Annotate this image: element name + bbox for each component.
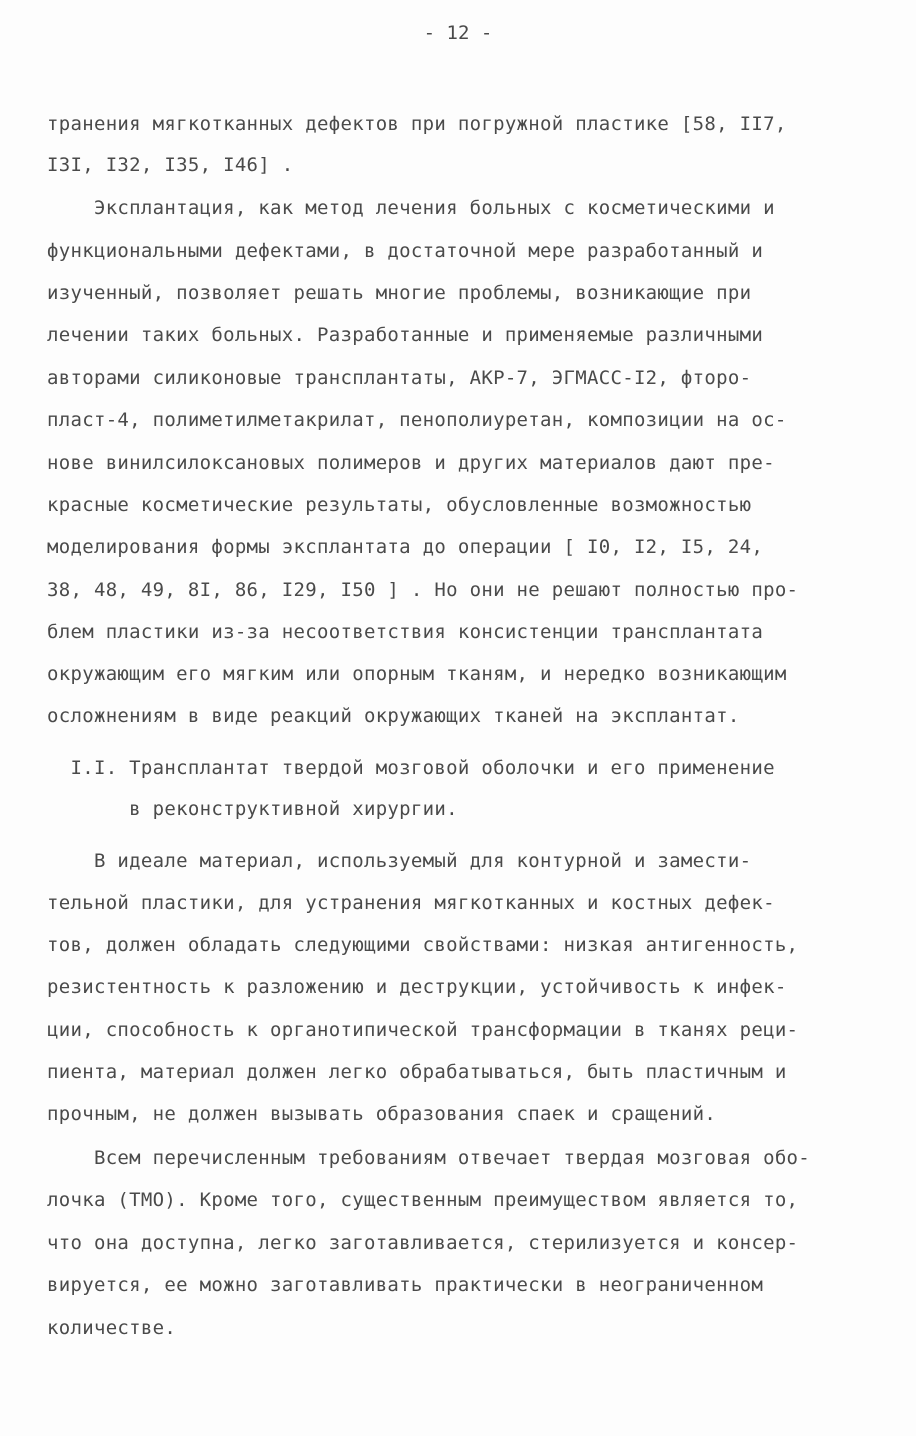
text-line: блем пластики из-за несоответствия консистенции трансплантата (47, 621, 764, 643)
section-heading: I.I. Трансплантат твердой мозговой оболочки и его применение (47, 757, 775, 779)
text-line: тов, должен обладать следующими свойствами: низкая антигенность, (47, 934, 799, 956)
text-line: изученный, позволяет решать многие проблемы, возникающие при (47, 282, 752, 304)
text-line: окружающим его мягким или опорным тканям, и нередко возникающим (47, 663, 787, 685)
text-line: красные косметические результаты, обусловленные возможностью (47, 494, 752, 516)
text-line: что она доступна, легко заготавливается, стерилизуется и консер- (47, 1232, 799, 1254)
section-heading: в реконструктивной хирургии. (47, 798, 458, 820)
text-line: нове винилсилоксановых полимеров и других материалов дают пре- (47, 452, 775, 474)
text-line: Всем перечисленным требованиям отвечает твердая мозговая обо- (47, 1147, 811, 1169)
text-line: резистентность к разложению и деструкции, устойчивость к инфек- (47, 976, 787, 998)
text-line: тельной пластики, для устранения мягкотканных и костных дефек- (47, 892, 775, 914)
text-line: количестве. (47, 1317, 177, 1339)
text-line: осложнениям в виде реакций окружающих тканей на эксплантат. (47, 705, 740, 727)
text-line: прочным, не должен вызывать образования спаек и сращений. (47, 1103, 717, 1125)
page-number: - 12 - (423, 22, 493, 44)
text-line: пласт-4, полиметилметакрилат, пенополиуретан, композиции на ос- (47, 409, 787, 431)
text-line: 38, 48, 49, 8I, 86, I29, I50 ] . Но они не решают полностью про- (47, 579, 799, 601)
text-line: В идеале материал, используемый для контурной и замести- (47, 850, 752, 872)
text-line: лечении таких больных. Разработанные и применяемые различными (47, 324, 764, 346)
text-line: моделирования формы эксплантата до операции [ I0, I2, I5, 24, (47, 536, 764, 558)
text-line: авторами силиконовые трансплантаты, АКР-7, ЭГМАСС-I2, фторо- (47, 367, 752, 389)
text-line: пиента, материал должен легко обрабатываться, быть пластичным и (47, 1061, 787, 1083)
text-line: функциональными дефектами, в достаточной мере разработанный и (47, 240, 764, 262)
text-line: Эксплантация, как метод лечения больных с косметическими и (47, 197, 775, 219)
text-line: лочка (ТМО). Кроме того, существенным преимуществом является то, (47, 1189, 799, 1211)
text-line: транения мягкотканных дефектов при погружной пластике [58, II7, (47, 113, 787, 135)
text-line: вируется, ее можно заготавливать практически в неограниченном (47, 1274, 764, 1296)
text-line: I3I, I32, I35, I46] . (47, 154, 294, 176)
text-line: ции, способность к органотипической трансформации в тканях реци- (47, 1019, 799, 1041)
